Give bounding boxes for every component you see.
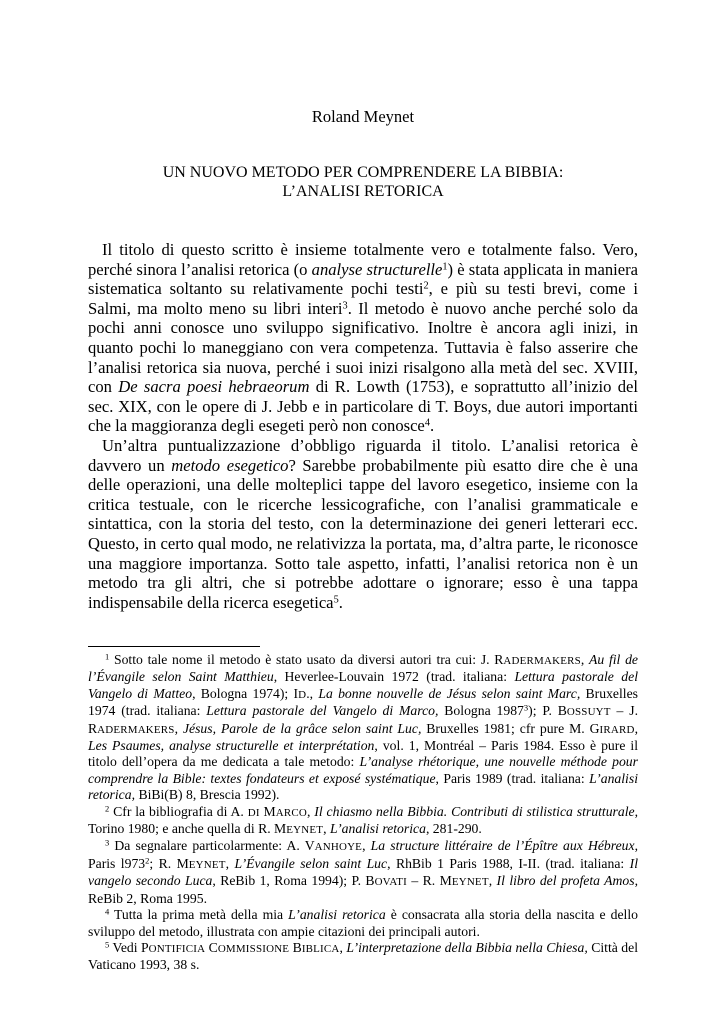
footnotes	[88, 652, 638, 974]
footnote-3: $^3$ Da segnalare particolarmente: A. VANHOYE, La structure littéraire de l’Épître aux Hébreux, Paris $l973^2$; R. MEYNET, L’Évangile selon saint Luc, RhBib 1 Paris 1988, I-II. (trad. italiana: Il vangelo secondo Luca, ReBib 1, Roma 1994); P. BOVATI – R. MEYNET, Il libro del profeta Amos, ReBib 2, Roma 1995.	[88, 837, 639, 906]
footnote-ref-5[interactable]: 5	[333, 594, 339, 606]
footnote-ref-3[interactable]: 3	[342, 300, 348, 312]
author-name: Roland Meynet	[311, 107, 415, 126]
footnote-separator	[88, 646, 260, 647]
footnote-ref-2[interactable]: 2	[423, 280, 429, 292]
footnote-1: $^1$ Sotto tale nome il metodo è stato usato da diversi autori tra cui: J. RADERMAKERS, Au fil de l’Évangile selon Saint Matthieu, Heverlee-Louvain 1972 (trad. italiana: Lettura pastorale del Vangelo di Matteo, Bologna 1974); ID., La bonne nouvelle de Jésus selon saint Marc, Bruxelles 1974 (trad. italiana: Lettura pastorale del Vangelo di Marco, Bologna 1987$^3$); P. BOSSUYT – J. RADERMAKERS, Jésus, Parole de la grâce selon saint Luc, Bruxelles 1981; cfr pure M. GIRARD, Les Psaumes, analyse structurelle et interprétation, vol. 1, Montréal – Paris 1984. Esso è pure il titolo dell’opera da me dedicata a tale metodo: L’analyse rhétorique, une nouvelle méthode pour comprendre la Bible: textes fondateurs et exposé systématique, Paris 1989 (trad. italiana: L’analisi retorica, BiBi(B) 8, Brescia 1992).	[88, 651, 639, 803]
footnote-4: $^4$ Tutta la prima metà della mia L’analisi retorica è consacrata alla storia della nascita e dello sviluppo del metodo, illustrata con ampie citazioni dei principali autori.	[88, 906, 638, 939]
footnote-5: $^5$ Vedi PONTIFICIA COMMISSIONE BIBLICA, L’interpretazione della Bibbia nella Chiesa, Città del Vaticano 1993, 38 s.	[88, 939, 639, 973]
title-line-2: L’ANALISI RETORICA	[282, 183, 444, 200]
paragraph-2: Un’altra puntualizzazione d’obbligo riguarda il titolo. L’analisi retorica è davvero un metodo esegetico? Sarebbe probabilmente più esatto dire che è una delle operazioni, una delle molteplici tappe del lavoro esegetico, insieme con la critica testuale, con le ricerche lessicografiche, con l’analisi grammaticale e sintattica, con la storia del testo, con la determinazione dei generi letterari ecc. Questo, in certo qual modo, ne relativizza la portata, ma, d’altra parte, le riconosce una maggiore importanza. Sotto tale aspetto, infatti, l’analisi retorica non è un metodo tra gli altri, che si potrebbe adottare o ignorare; esso è una tappa indispensabile della ricerca esegetica$^5$.	[88, 435, 638, 612]
body-text	[88, 240, 638, 612]
footnote-ref-1[interactable]: 1	[442, 260, 448, 272]
footnote-ref-4[interactable]: 4	[424, 417, 430, 429]
title-line-1: UN NUOVO METODO PER COMPRENDERE LA BIBBIA:	[162, 164, 564, 181]
article-title	[88, 163, 638, 201]
footnote-2: $^2$ Cfr la bibliografia di A. DI MARCO, Il chiasmo nella Bibbia. Contributi di stilistica strutturale, Torino 1980; e anche quella di R. MEYNET, L’analisi retorica, 281-290.	[88, 803, 639, 837]
paragraph-1: Il titolo di questo scritto è insieme totalmente vero e totalmente falso. Vero, perché sinora l’analisi retorica (o analyse structurelle$^1$) è stata applicata in maniera sistematica soltanto su relativamente pochi testi$^2$, e più su testi brevi, come i Salmi, ma molto meno su libri interi$^3$. Il metodo è nuovo anche perché solo da pochi anni conosce uno sviluppo significativo. Inoltre è ancora agli inizi, in quanto pochi lo maneggiano con vera competenza. Tuttavia è falso asserire che l’analisi retorica sia nuova, perché i suoi inizi risalgono alla metà del sec. XVIII, con De sacra poesi hebraeorum di R. Lowth (1753), e soprattutto all’inizio del sec. XIX, con le opere di J. Jebb e in particolare di T. Boys, due autori importanti che la maggioranza degli esegeti però non conosce$^4$.	[88, 240, 639, 436]
